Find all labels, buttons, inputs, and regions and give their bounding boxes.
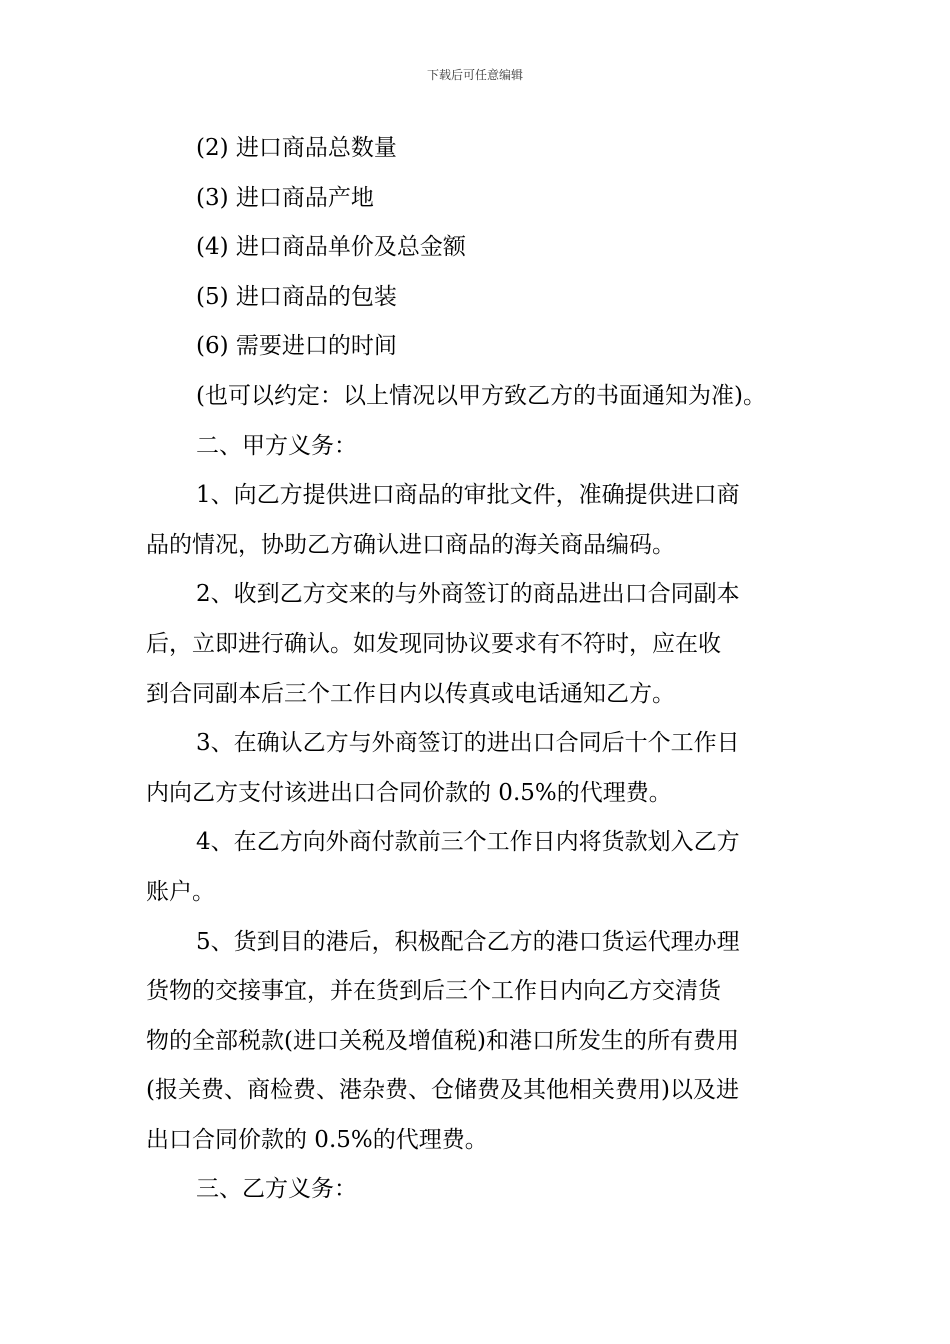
paragraph-line: 1、向乙方提供进口商品的审批文件，准确提供进口商 bbox=[196, 482, 740, 509]
paragraph-3 bbox=[146, 719, 808, 818]
list-item: (4) 进口商品单价及总金额 bbox=[196, 234, 466, 261]
paragraph-line: 到合同副本后三个工作日内以传真或电话通知乙方。 bbox=[146, 680, 675, 707]
list-item-note: (也可以约定：以上情况以甲方致乙方的书面通知为准)。 bbox=[196, 382, 766, 409]
paragraph-4 bbox=[146, 818, 808, 917]
list-item: (3) 进口商品产地 bbox=[196, 184, 374, 211]
paragraph-line: 账户。 bbox=[146, 878, 215, 905]
paragraph-5 bbox=[146, 918, 808, 1166]
list-item: (5) 进口商品的包装 bbox=[196, 283, 397, 310]
section-heading-party-a: 二、甲方义务： bbox=[196, 432, 357, 459]
paragraph-line: 3、在确认乙方与外商签订的进出口合同后十个工作日 bbox=[196, 730, 740, 757]
paragraph-line: 货物的交接事宜，并在货到后三个工作日内向乙方交清货 bbox=[146, 978, 721, 1005]
list-item: (2) 进口商品总数量 bbox=[196, 135, 397, 161]
section-heading-party-b: 三、乙方义务： bbox=[196, 1176, 357, 1203]
document-body bbox=[146, 124, 808, 1215]
paragraph-line: 4、在乙方向外商付款前三个工作日内将货款划入乙方 bbox=[196, 829, 740, 856]
paragraph-line: 后，立即进行确认。如发现同协议要求有不符时，应在收 bbox=[146, 630, 721, 657]
list-item: (6) 需要进口的时间 bbox=[196, 333, 397, 360]
page-header-note: 下载后可任意编辑 bbox=[426, 68, 523, 82]
paragraph-line: 出口合同价款的 0.5%的代理费。 bbox=[146, 1126, 488, 1153]
paragraph-line: 内向乙方支付该进出口合同价款的 0.5%的代理费。 bbox=[146, 779, 672, 806]
paragraph-line: 品的情况，协助乙方确认进口商品的海关商品编码。 bbox=[146, 531, 675, 558]
paragraph-line: 物的全部税款(进口关税及增值税)和港口所发生的所有费用 bbox=[146, 1027, 739, 1054]
paragraph-line: (报关费、商检费、港杂费、仓储费及其他相关费用)以及进 bbox=[146, 1077, 739, 1104]
paragraph-line: 5、货到目的港后，积极配合乙方的港口货运代理办理 bbox=[196, 928, 740, 955]
paragraph-2 bbox=[146, 570, 808, 719]
paragraph-1 bbox=[146, 471, 808, 570]
paragraph-line: 2、收到乙方交来的与外商签订的商品进出口合同副本 bbox=[196, 581, 740, 608]
